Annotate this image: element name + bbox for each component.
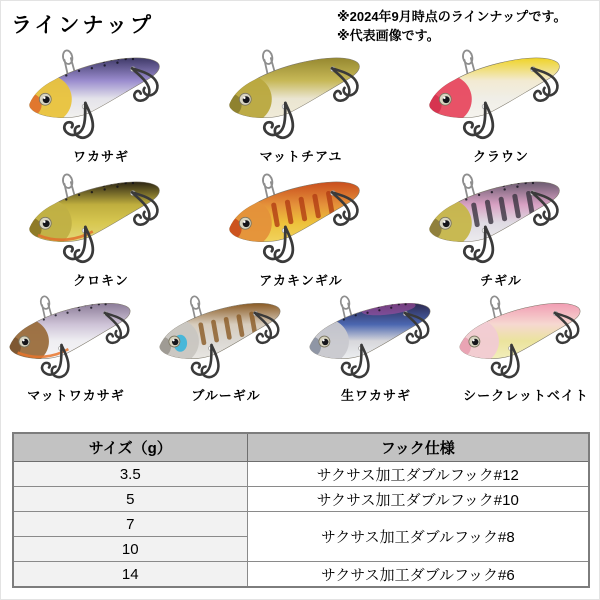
lure-name: 生ワカサギ [340,388,411,403]
size-cell: 5 [13,487,247,512]
lure-card [1,295,151,404]
lure-image [4,295,148,383]
lure-card [301,295,451,404]
lure-image [223,49,379,144]
lure-image [223,173,379,268]
lure-image [423,173,579,268]
lure-card [1,173,201,289]
lure-image [423,49,579,144]
lure-card [401,49,600,165]
hook-cell: サクサス加工ダブルフック#8 [247,512,589,562]
spec-header-row [13,433,589,462]
lure-row-1 [1,49,600,165]
lure-name: チギル [480,273,522,288]
lure-image [23,173,179,268]
size-column-header: サイズ（g） [13,433,247,462]
note-line-2: ※代表画像です。 [337,28,440,43]
size-cell: 10 [13,537,247,562]
spec-table [12,432,590,588]
lure-image [454,295,598,383]
lure-image [304,295,448,383]
lure-name: アカキンギル [259,273,343,288]
lure-name: ワカサギ [72,149,129,164]
lure-card [151,295,301,404]
lure-card [451,295,600,404]
note-line-1: ※2024年9月時点のラインナップです。 [337,9,567,24]
hook-column-header: フック仕様 [247,433,589,462]
spec-row [13,512,589,537]
lure-image [23,49,179,144]
spec-row [13,487,589,512]
lure-card [201,173,401,289]
lure-name: クロキン [73,273,129,288]
hook-cell: サクサス加工ダブルフック#12 [247,462,589,487]
spec-table-wrap [12,432,590,588]
size-cell: 14 [13,562,247,588]
lure-row-3 [1,295,600,404]
lineup-notes [337,7,567,45]
lure-row-2 [1,173,600,289]
lure-name: クラウン [472,149,529,164]
lure-card [401,173,600,289]
hook-cell: サクサス加工ダブルフック#10 [247,487,589,512]
size-cell: 3.5 [13,462,247,487]
size-cell: 7 [13,512,247,537]
lure-name: シークレットベイト [463,388,589,403]
lure-card [201,49,401,165]
hook-cell: サクサス加工ダブルフック#6 [247,562,589,588]
lure-name: マットチアユ [259,149,343,164]
lure-name: ブルーギル [191,388,261,403]
lure-image [154,295,298,383]
lure-card [1,49,201,165]
spec-row [13,462,589,487]
lure-name: マットワカサギ [27,388,125,403]
spec-row [13,562,589,588]
page-title: ラインナップ [11,14,154,37]
